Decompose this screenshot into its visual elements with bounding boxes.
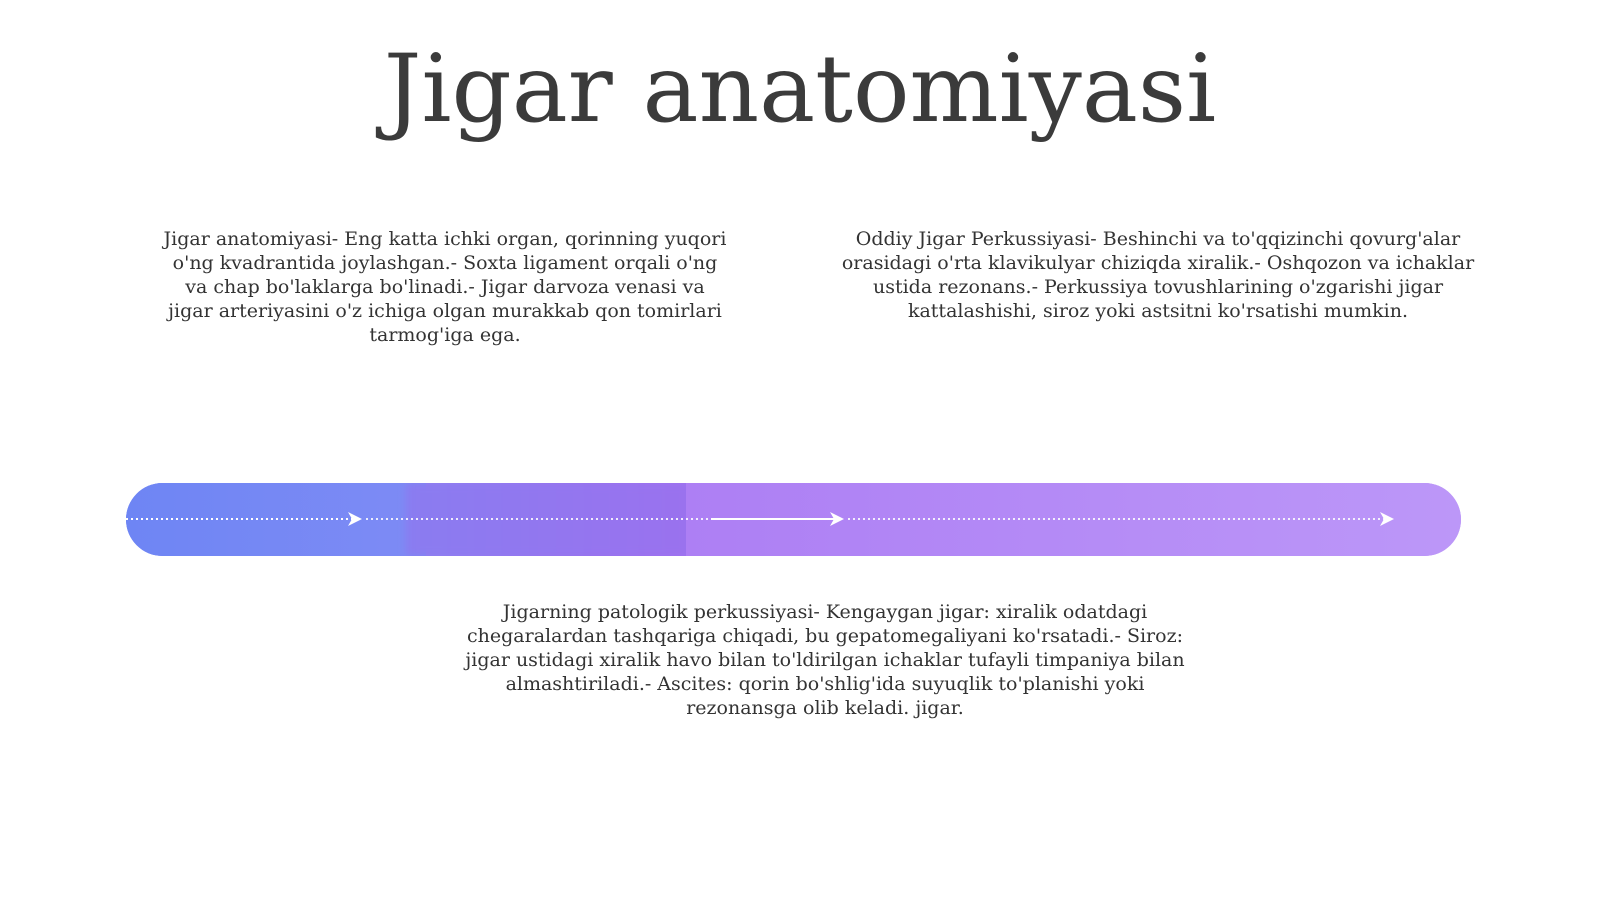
timeline-arrows [126, 483, 1461, 556]
pathological-percussion-text: Jigarning patologik perkussiyasi- Kengaygan jigar: xiralik odatdagi chegaralardan tashqariga chiqadi, bu gepatomegaliyani ko'rsatadi.- Siroz: jigar ustidagi xiralik havo bilan to'ldirilgan ichaklar tufayli timpaniya bilan almashtiriladi.- Ascites: qorin bo'shlig'ida suyuqlik to'planishi yoki rezonansga olib keladi. jigar. [465, 601, 1185, 719]
liver-anatomy-text: Jigar anatomiyasi- Eng katta ichki organ, qorinning yuqori o'ng kvadrantida joylashgan.- Soxta ligament orqali o'ng va chap bo'laklarga bo'linadi.- Jigar darvoza venasi va jigar arteriyasini o'z ichiga olgan murakkab qon tomirlari tarmog'iga ega. [163, 228, 727, 346]
normal-percussion-text: Oddiy Jigar Perkussiyasi- Beshinchi va to'qqizinchi qovurg'alar orasidagi o'rta klavikulyar chiziqda xiralik.- Oshqozon va ichaklar ustida rezonans.- Perkussiya tovushlarining o'zgarishi jigar kattalashishi, siroz yoki astsitni ko'rsatishi mumkin. [841, 228, 1475, 322]
arrow-icon [348, 512, 362, 526]
page-title: Jigar anatomiyasi [383, 35, 1217, 144]
arrow-icon [1380, 512, 1394, 526]
timeline-bar [126, 483, 1461, 556]
